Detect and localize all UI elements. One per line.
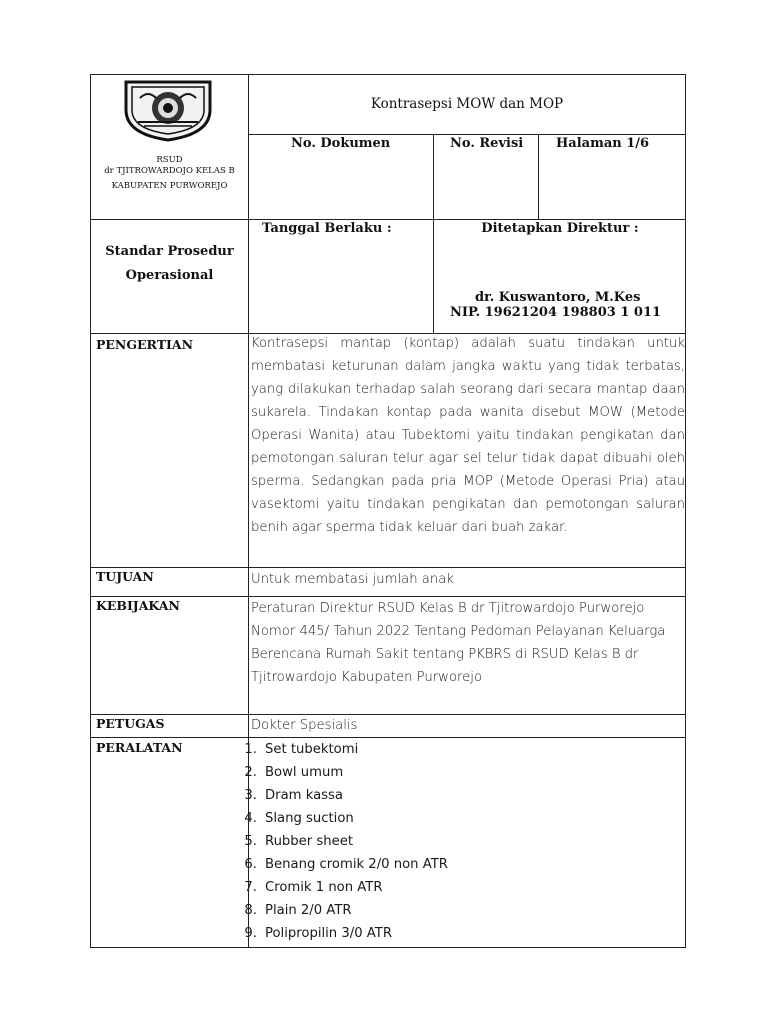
tanggal-berlaku-label: Tanggal Berlaku : bbox=[262, 221, 392, 236]
hospital-name-line1: RSUD bbox=[156, 155, 183, 165]
sop-label-line1: Standar Prosedur bbox=[105, 244, 234, 259]
list-item: 1. Set tubektomi bbox=[244, 742, 359, 757]
tujuan-text: Untuk membatasi jumlah anak bbox=[251, 572, 454, 587]
table-border-left bbox=[90, 74, 91, 948]
halaman-divider bbox=[538, 134, 539, 220]
kebijakan-text: Peraturan Direktur RSUD Kelas B dr Tjitrowardojo Purworejo Nomor 445/ Tahun 2022 Tentang Pedoman Pelayanan Keluarga Berencana Rumah Sakit tentang PKBRS di RSUD Kelas B dr Tjitrowardojo Kabupaten Purworejo bbox=[251, 601, 666, 685]
sop-label-line2: Operasional bbox=[125, 268, 214, 283]
petugas-label: PETUGAS bbox=[96, 716, 165, 731]
title-row-bottom bbox=[248, 134, 686, 135]
hospital-name-line2: dr TJITROWARDOJO KELAS B bbox=[104, 166, 235, 176]
kebijakan-label: KEBIJAKAN bbox=[96, 598, 180, 613]
list-item: 9. Polipropilin 3/0 ATR bbox=[244, 926, 392, 941]
hospital-name-line3: KABUPATEN PURWOREJO bbox=[111, 181, 228, 191]
peralatan-label: PERALATAN bbox=[96, 740, 183, 755]
list-item: 8. Plain 2/0 ATR bbox=[244, 903, 352, 918]
director-name: dr. Kuswantoro, M.Kes bbox=[475, 290, 641, 305]
petugas-text: Dokter Spesialis bbox=[251, 718, 358, 733]
table-border-top bbox=[90, 74, 686, 75]
document-title: Kontrasepsi MOW dan MOP bbox=[370, 96, 564, 112]
ditetapkan-direktur-label: Ditetapkan Direktur : bbox=[481, 221, 639, 236]
director-nip: NIP. 19621204 198803 1 011 bbox=[450, 305, 662, 320]
list-item: 7. Cromik 1 non ATR bbox=[244, 880, 383, 895]
pengertian-label: PENGERTIAN bbox=[96, 337, 193, 352]
list-item: 4. Slang suction bbox=[244, 811, 354, 826]
peralatan-list bbox=[235, 738, 675, 945]
list-item: 2. Bowl umum bbox=[244, 765, 344, 780]
tujuan-label: TUJUAN bbox=[96, 569, 154, 584]
list-item: 3. Dram kassa bbox=[244, 788, 344, 803]
table-border-bottom bbox=[90, 947, 686, 948]
pengertian-text: Kontrasepsi mantap (kontap) adalah suatu tindakan untuk membatasi keturunan dalam jangka waktu yang tidak terbatas, yang dilakukan terhadap salah seorang dari secara mantap daan sukarela. Tindakan kontap pada wanita disebut MOW (Metode Operasi Wanita) atau Tubektomi yaitu tindakan pengikatan dan pemotongan saluran telur agar sel telur tidak dapat dibuahi oleh sperma. Sedangkan pada pria MOP (Metode Operasi Pria) atau vasektomi yaitu tindakan pengikatan dan pemotongan saluran benih agar sperma tidak keluar dari buah zakar. bbox=[251, 336, 685, 535]
list-item: 6. Benang cromik 2/0 non ATR bbox=[244, 857, 448, 872]
no-dokumen-label: No. Dokumen bbox=[291, 136, 391, 151]
halaman-label: Halaman 1/6 bbox=[556, 136, 650, 151]
list-item: 5. Rubber sheet bbox=[244, 834, 354, 849]
hospital-logo-icon bbox=[120, 76, 216, 142]
table-border-right bbox=[685, 74, 686, 948]
no-revisi-label: No. Revisi bbox=[450, 136, 524, 151]
header-row-bottom bbox=[90, 219, 686, 220]
revisi-divider bbox=[433, 134, 434, 220]
